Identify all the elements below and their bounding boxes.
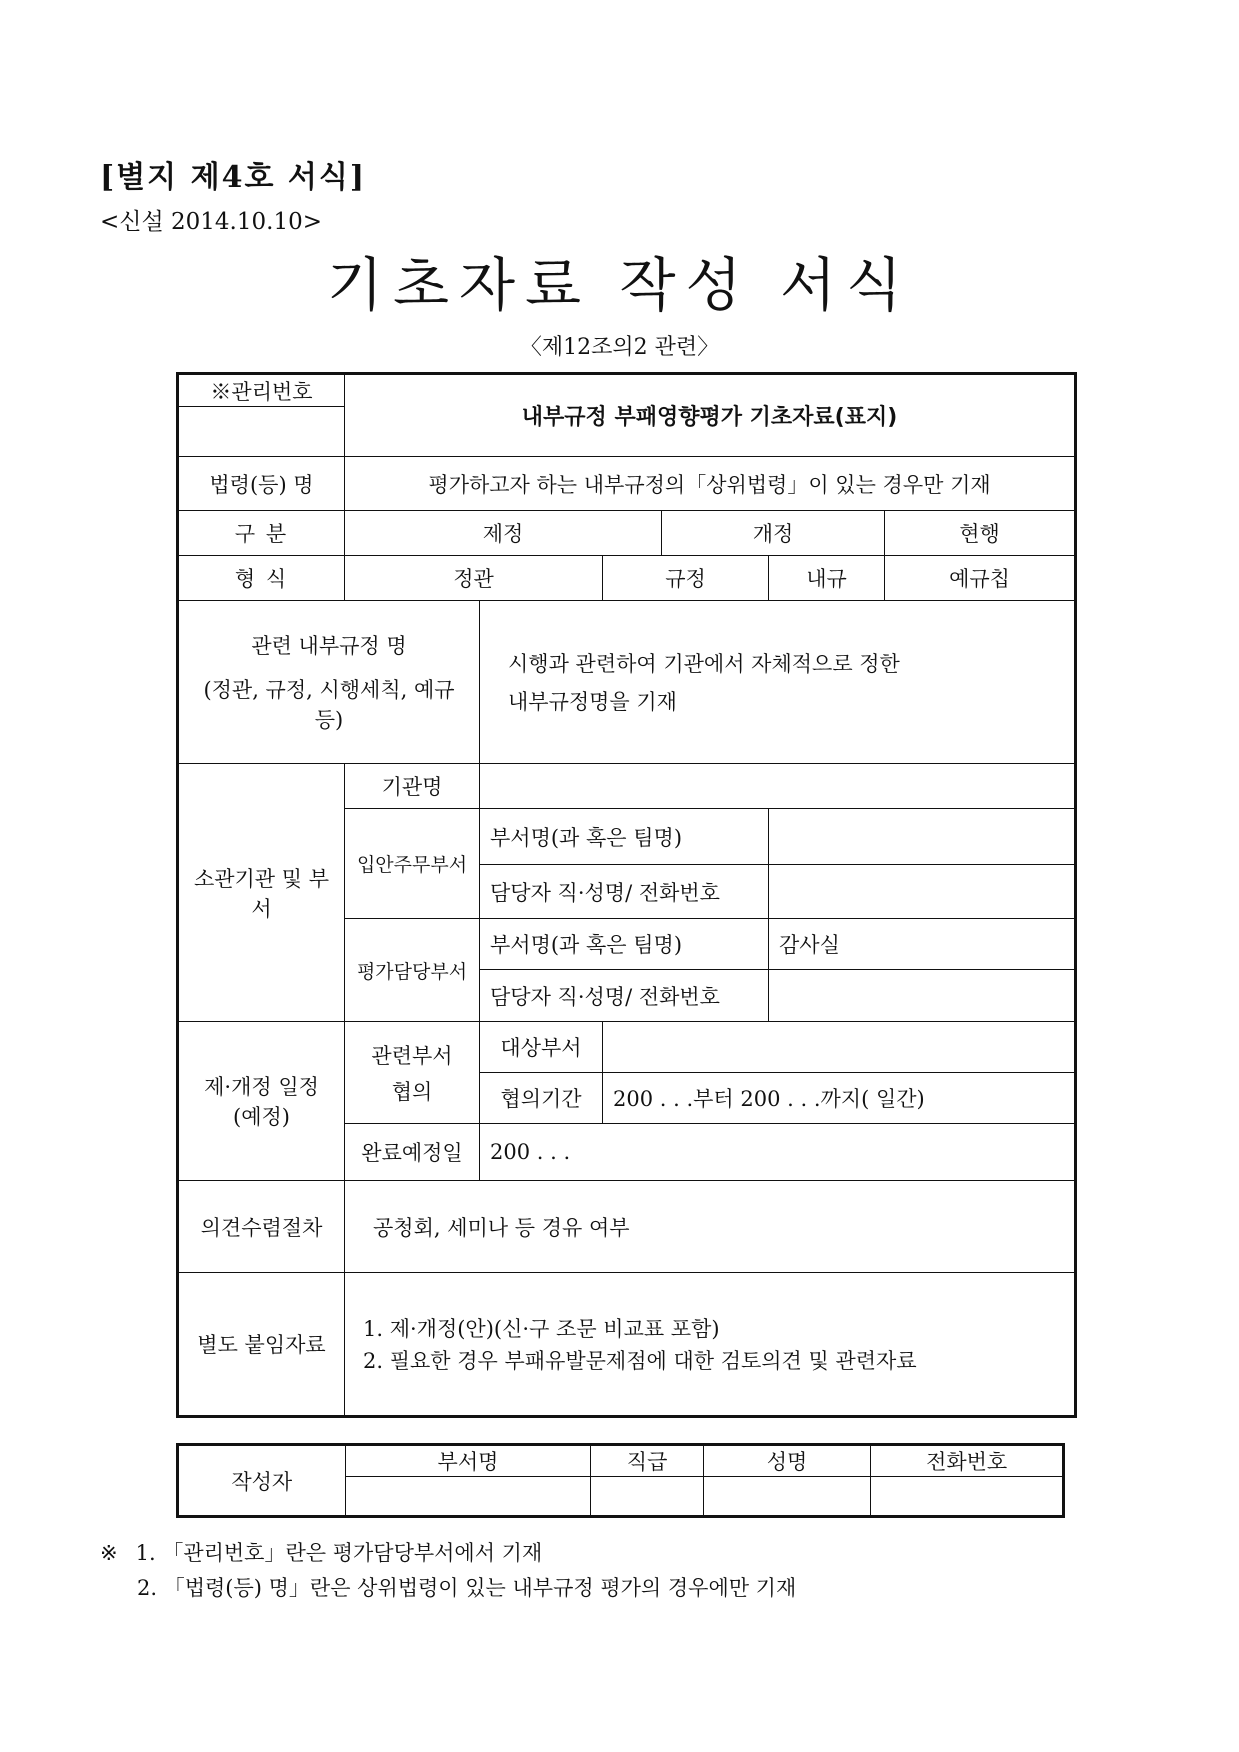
opinion-field[interactable]: 공청회, 세미나 등 경유 여부 (345, 1181, 1076, 1273)
consult-label (345, 1022, 480, 1124)
note-marker: ※ (100, 1541, 118, 1565)
legislation-dept-label: 입안주무부서 (345, 809, 480, 919)
category-option-revise[interactable]: 개정 (662, 511, 885, 556)
writer-header-rank: 직급 (591, 1445, 703, 1477)
eval-contact-label: 담당자 직·성명/ 전화번호 (480, 970, 769, 1022)
eval-dept-name-field[interactable]: 감사실 (769, 919, 1076, 970)
related-rule-label (178, 601, 480, 764)
eval-dept-label: 평가담당부서 (345, 919, 480, 1022)
related-rule-field[interactable] (480, 601, 1076, 764)
legislation-contact-field[interactable] (769, 865, 1076, 919)
consult-label-1: 관련부서 (371, 1043, 453, 1068)
related-rule-hint-1: 시행과 관련하여 기관에서 자체적으로 정한 (508, 652, 900, 676)
eval-dept-name-label: 부서명(과 혹은 팀명) (480, 919, 769, 970)
writer-header-phone: 전화번호 (871, 1445, 1064, 1477)
type-label: 형 식 (178, 556, 345, 601)
mgmt-no-label: ※관리번호 (178, 374, 345, 407)
schedule-label: 제·개정 일정 (예정) (178, 1022, 345, 1181)
legislation-contact-label: 담당자 직·성명/ 전화번호 (480, 865, 769, 919)
completion-label: 완료예정일 (345, 1124, 480, 1181)
note-1 (100, 1537, 542, 1567)
writer-phone-field[interactable] (871, 1477, 1064, 1517)
basic-data-form (176, 372, 1077, 1418)
law-name-field[interactable]: 평가하고자 하는 내부규정의「상위법령」이 있는 경우만 기재 (345, 457, 1076, 511)
writer-label: 작성자 (178, 1445, 346, 1517)
org-name-label: 기관명 (345, 764, 480, 809)
mgmt-no-field[interactable] (178, 407, 345, 457)
category-option-current[interactable]: 현행 (885, 511, 1076, 556)
writer-header-name: 성명 (703, 1445, 871, 1477)
category-option-new[interactable]: 제정 (345, 511, 662, 556)
eval-contact-field[interactable] (769, 970, 1076, 1022)
related-rule-hint-2: 내부규정명을 기재 (508, 690, 677, 714)
writer-table (176, 1443, 1065, 1518)
attach-item-1: 1. 제·개정(안)(신·구 조문 비교표 포함) (363, 1317, 720, 1341)
type-option-rule[interactable]: 예규칩 (885, 556, 1076, 601)
new-note: <신설 2014.10.10> (100, 209, 322, 235)
type-option-bylaw[interactable]: 내규 (769, 556, 885, 601)
note-item-1: 1. 「관리번호」란은 평가담당부서에서 기재 (135, 1541, 543, 1565)
org-label: 소관기관 및 부서 (178, 764, 345, 1022)
target-dept-field[interactable] (603, 1022, 1076, 1073)
writer-name-field[interactable] (703, 1477, 871, 1517)
consult-label-2: 협의 (391, 1079, 433, 1104)
type-option-articles[interactable]: 정관 (345, 556, 603, 601)
form-label: [별지 제4호 서식] (100, 160, 367, 195)
law-label: 법령(등) 명 (178, 457, 345, 511)
org-name-field[interactable] (480, 764, 1076, 809)
opinion-label: 의견수렴절차 (178, 1181, 345, 1273)
target-dept-label: 대상부서 (480, 1022, 603, 1073)
attach-item-2: 2. 필요한 경우 부패유발문제점에 대한 검토의견 및 관련자료 (363, 1349, 917, 1373)
related-rule-label-sub: (정관, 규정, 시행세칙, 예규 등) (203, 678, 455, 732)
attach-label: 별도 붙임자료 (178, 1273, 345, 1417)
type-option-regulation[interactable]: 규정 (603, 556, 769, 601)
attach-field[interactable] (345, 1273, 1076, 1417)
category-label: 구 분 (178, 511, 345, 556)
consult-period-field[interactable]: 200 . . .부터 200 . . .까지( 일간) (603, 1073, 1076, 1124)
page-title: 기초자료 작성 서식 (326, 251, 913, 319)
writer-rank-field[interactable] (591, 1477, 703, 1517)
consult-period-label: 협의기간 (480, 1073, 603, 1124)
legislation-dept-name-field[interactable] (769, 809, 1076, 865)
cover-title: 내부규정 부패영향평가 기초자료(표지) (345, 374, 1076, 457)
writer-dept-field[interactable] (345, 1477, 591, 1517)
note-item-2: 2. 「법령(등) 명」란은 상위법령이 있는 내부규정 평가의 경우에만 기재 (137, 1576, 797, 1600)
page-subtitle: 〈제12조의2 관련〉 (519, 335, 720, 360)
completion-field[interactable]: 200 . . . (480, 1124, 1076, 1181)
legislation-dept-name-label: 부서명(과 혹은 팀명) (480, 809, 769, 865)
writer-header-dept: 부서명 (345, 1445, 591, 1477)
related-rule-label-main: 관련 내부규정 명 (251, 634, 407, 658)
